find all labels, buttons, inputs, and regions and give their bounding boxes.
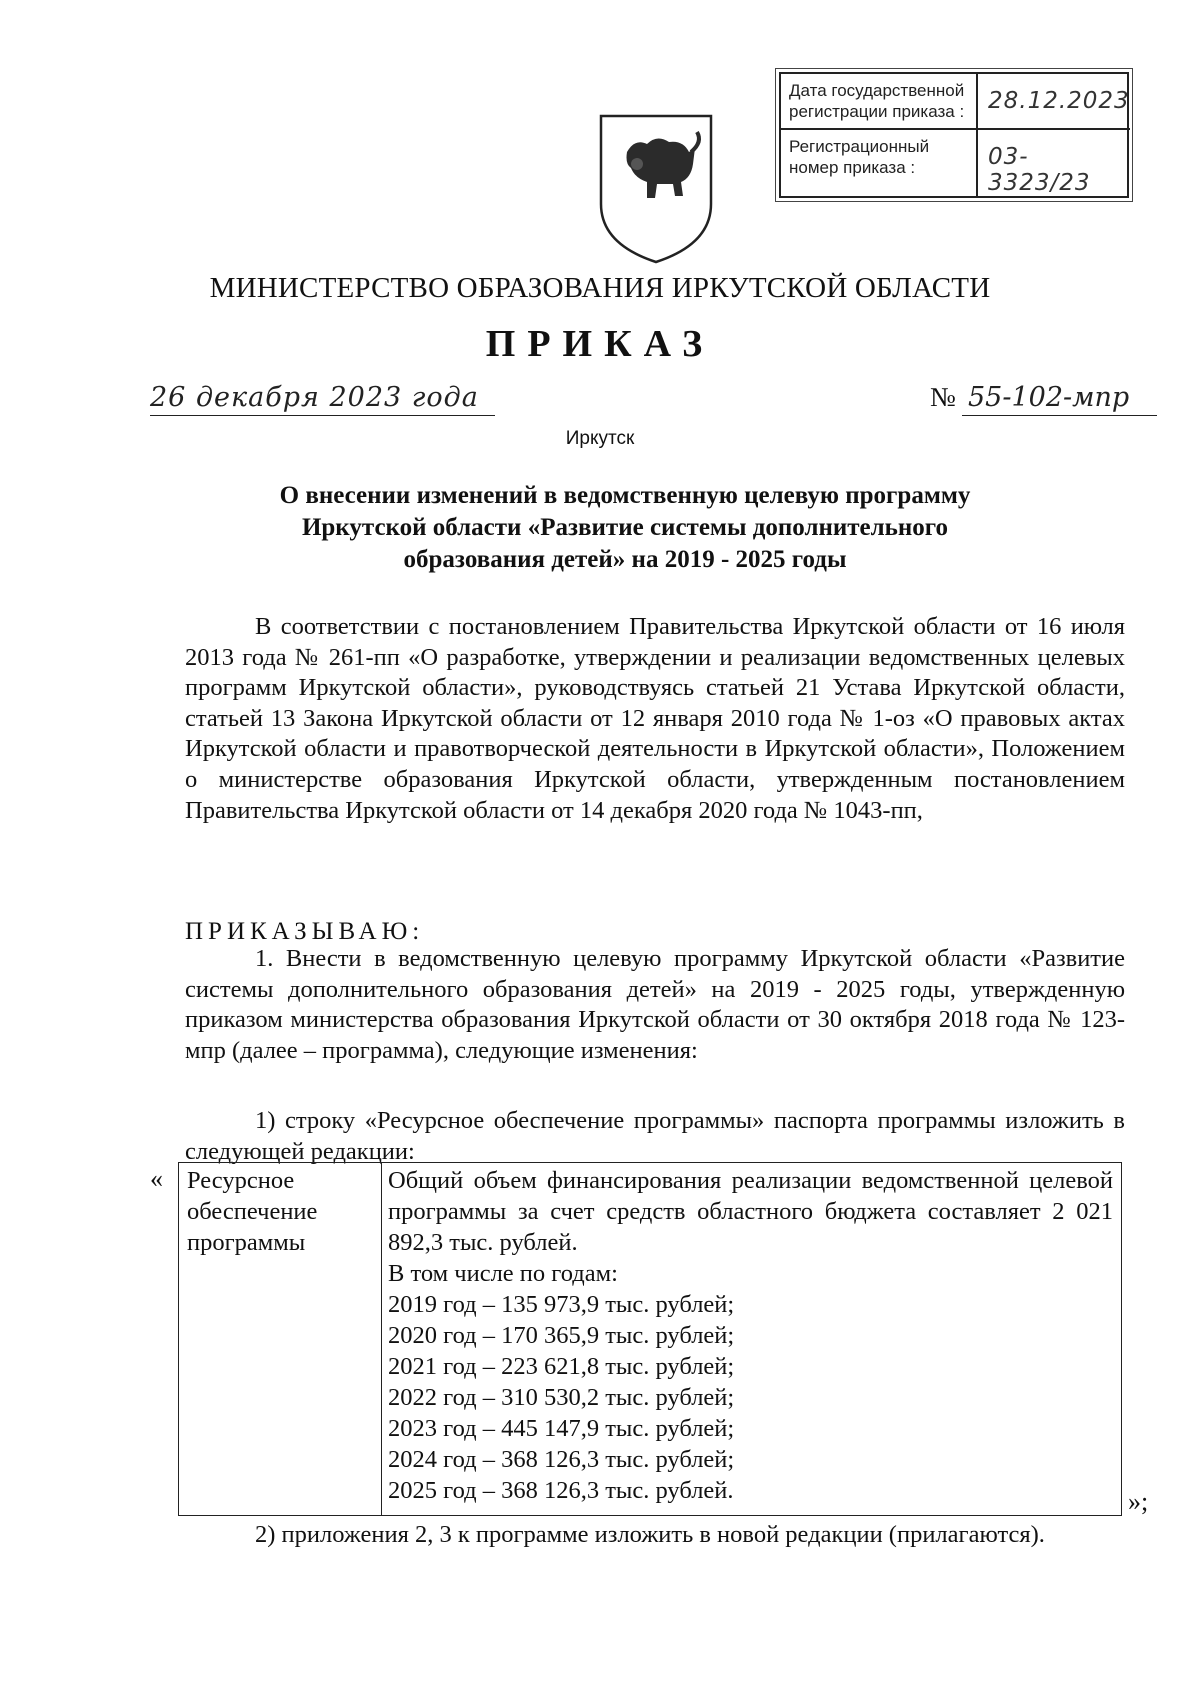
- reg-number-value: 03-3323/23: [988, 144, 1091, 196]
- document-title: [210, 480, 1040, 576]
- year-line: 2021 год – 223 621,8 тыс. рублей;: [388, 1353, 735, 1380]
- funding-intro: Общий объем финансирования реализации ведомственной целевой программы за счет средств областного бюджета составляет 2 021 892,3 тыс. рублей.: [388, 1167, 1113, 1256]
- order-date: 26 декабря 2023 года: [150, 382, 479, 413]
- date-underline: [150, 415, 495, 416]
- by-years-label: В том числе по годам:: [388, 1260, 618, 1287]
- year-line: 2023 год – 445 147,9 тыс. рублей;: [388, 1415, 735, 1442]
- preamble-paragraph: В соответствии с постановлением Правительства Иркутской области от 16 июля 2013 года № 261-пп «О разработке, утверждении и реализации ведомственных целевых программ Иркутской области», руководствуясь статьей 21 Устава Иркутской области, статьей 13 Закона Иркутской области от 12 января 2010 года № 1-оз «О правовых актах Иркутской области и правотворческой деятельности в Иркутской области», Положением о министерстве образования Иркутской области, утвержденным постановлением Правительства Иркутской области от 14 декабря 2020 года № 1043-пп,: [185, 613, 1125, 824]
- table-row-label: Ресурсное обеспечение программы: [179, 1163, 382, 1515]
- item-2-paragraph: 2) приложения 2, 3 к программе изложить в новой редакции (прилагаются).: [255, 1521, 1045, 1548]
- title-line: Иркутской области «Развитие системы дополнительного: [301, 514, 949, 541]
- order-number: 55-102-мпр: [968, 382, 1130, 413]
- reg-number-label: Регистрационный номер приказа :: [781, 130, 978, 196]
- item-1-paragraph: 1. Внести в ведомственную целевую программу Иркутской области «Развитие системы дополнительного образования детей» на 2019 - 2025 годы, утвержденную приказом министерства образования Иркутской области от 30 октября 2018 года № 123-мпр (далее – программа), следующие изменения:: [185, 945, 1125, 1064]
- order-word: ПРИКАЗЫВАЮ:: [185, 918, 425, 945]
- title-line: О внесении изменений в ведомственную целевую программу: [279, 482, 971, 509]
- item-1-1-paragraph: 1) строку «Ресурсное обеспечение программы» паспорта программы изложить в следующей редакции:: [185, 1107, 1125, 1165]
- number-underline: [962, 415, 1157, 416]
- quote-open: «: [150, 1164, 163, 1193]
- year-line: 2022 год – 310 530,2 тыс. рублей;: [388, 1384, 735, 1411]
- year-line: 2020 год – 170 365,9 тыс. рублей;: [388, 1322, 735, 1349]
- coat-of-arms-icon: [597, 112, 715, 264]
- order-number-label: №: [930, 382, 956, 412]
- reg-date-value: 28.12.2023: [978, 74, 1130, 130]
- year-line: 2024 год – 368 126,3 тыс. рублей;: [388, 1446, 735, 1473]
- document-type: ПРИКАЗ: [485, 323, 715, 365]
- table-content: [382, 1163, 1121, 1515]
- registration-stamp: [779, 72, 1129, 198]
- reg-date-label: Дата государственной регистрации приказа :: [781, 74, 978, 130]
- title-line: образования детей» на 2019 - 2025 годы: [403, 546, 847, 573]
- city: Иркутск: [565, 428, 635, 449]
- quote-close: »;: [1128, 1487, 1149, 1516]
- resource-table: [178, 1162, 1122, 1516]
- ministry-name: МИНИСТЕРСТВО ОБРАЗОВАНИЯ ИРКУТСКОЙ ОБЛАСТИ: [209, 272, 991, 304]
- year-line: 2019 год – 135 973,9 тыс. рублей;: [388, 1291, 735, 1318]
- year-line: 2025 год – 368 126,3 тыс. рублей.: [388, 1477, 734, 1504]
